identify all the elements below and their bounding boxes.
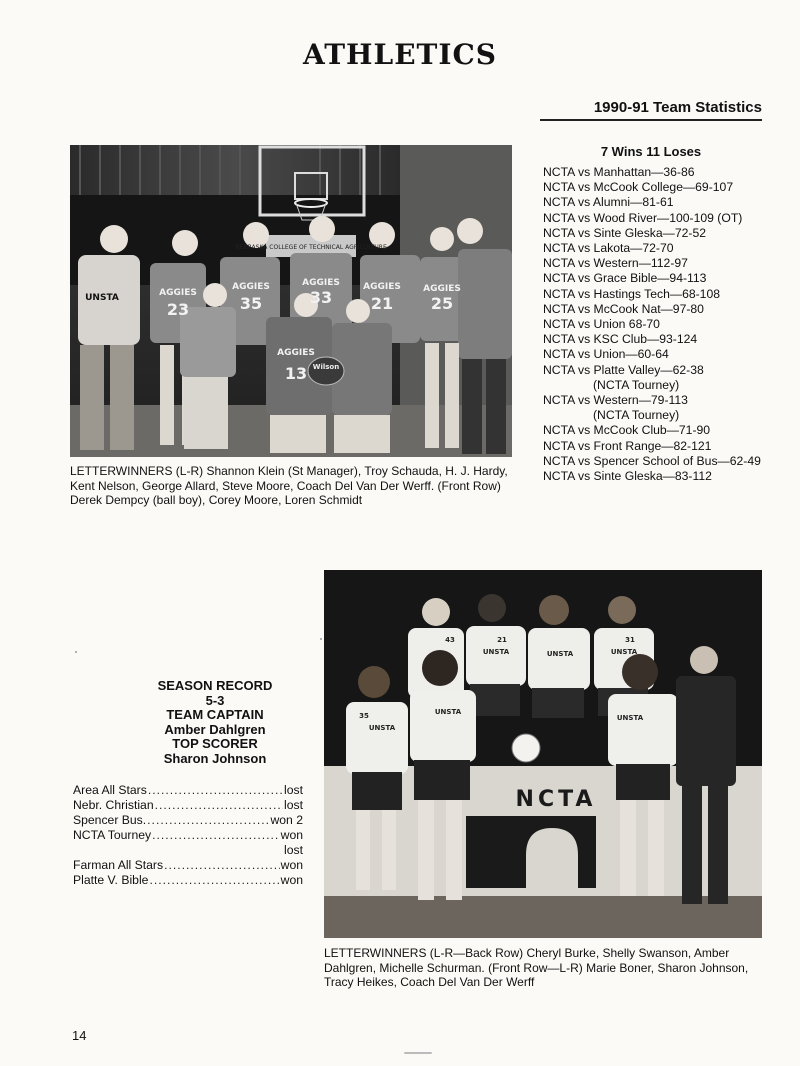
game-result: NCTA vs Western—79-113 xyxy=(543,393,688,408)
result-outcome: won xyxy=(280,858,303,872)
game-note: (NCTA Tourney) xyxy=(593,408,680,423)
game-result: NCTA vs Front Range—82-121 xyxy=(543,438,712,453)
result-opponent: Farman All Stars xyxy=(73,858,164,872)
season-record-line: 5-3 xyxy=(205,692,225,708)
jersey-word: AGGIES xyxy=(363,282,401,292)
dot-leader xyxy=(149,873,279,888)
banner-text: NEBRASKA COLLEGE OF TECHNICAL AGRICULTURE xyxy=(235,244,387,251)
team-statistics-heading: 1990-91 Team Statistics xyxy=(593,99,762,116)
result-row xyxy=(73,783,303,798)
result-row xyxy=(73,798,303,813)
jersey-word: AGGIES xyxy=(423,284,461,294)
season-record-line: TOP SCORER xyxy=(172,736,258,752)
result-opponent: Nebr. Christian xyxy=(73,798,154,812)
game-result: NCTA vs Spencer School of Bus—62-49 xyxy=(543,453,761,468)
game-results-list xyxy=(543,165,773,484)
result-outcome: won 2 xyxy=(270,813,303,827)
result-row xyxy=(73,813,303,828)
result-row xyxy=(73,873,303,888)
print-speck xyxy=(320,638,322,640)
jersey-number: 35 xyxy=(359,712,369,720)
season-record-line: Sharon Johnson xyxy=(163,750,267,766)
season-record-block xyxy=(70,679,360,767)
jersey-number: 23 xyxy=(166,300,190,319)
shirt-text: UNSTA xyxy=(610,648,638,656)
result-opponent: Spencer Bus. xyxy=(73,813,147,827)
jersey-number: 21 xyxy=(370,294,394,313)
jersey-word: AGGIES xyxy=(232,282,270,292)
result-outcome: lost xyxy=(284,783,303,797)
game-result: NCTA vs McCook Club—71-90 xyxy=(543,423,711,438)
game-result: NCTA vs Grace Bible—94-113 xyxy=(543,271,707,286)
jersey-number: 43 xyxy=(445,636,455,644)
dot-leader xyxy=(148,783,283,798)
volleyball-photo-caption: LETTERWINNERS (L-R—Back Row) Cheryl Burke, Shelly Swanson, Amber Dahlgren, Michelle Schurman. (Front Row—L-R) Marie Boner, Sharon Johnson, Tracy Heikes, Coach Del Van Der Werff xyxy=(324,946,749,989)
game-result: NCTA vs McCook College—69-107 xyxy=(543,180,734,195)
season-record-line: Amber Dahlgren xyxy=(164,721,266,737)
game-result: NCTA vs McCook Nat—97-80 xyxy=(543,301,704,316)
game-result: NCTA vs Hastings Tech—68-108 xyxy=(543,286,721,301)
page-title: ATHLETICS xyxy=(303,38,497,71)
jersey-number: 13 xyxy=(284,364,308,383)
result-outcome: won xyxy=(280,873,303,887)
result-row xyxy=(73,828,303,843)
dot-leader xyxy=(155,798,283,813)
season-record-line: SEASON RECORD xyxy=(157,678,273,693)
shirt-text: UNSTA xyxy=(368,724,396,732)
basketball-photo-caption: LETTERWINNERS (L-R) Shannon Klein (St Manager), Troy Schauda, H. J. Hardy, Kent Nelson, George Allard, Steve Moore, Coach Del Van Der Werff. (Front Row) Derek Dempcy (ball boy), Corey Moore, Loren Schmidt xyxy=(70,464,508,507)
dot-leader xyxy=(147,813,269,828)
shirt-text: UNSTA xyxy=(546,650,574,658)
result-row xyxy=(73,858,303,873)
volleyball-results-list xyxy=(73,783,303,888)
jersey-number: 21 xyxy=(497,636,507,644)
print-speck xyxy=(404,1052,432,1054)
jersey-number: 25 xyxy=(430,294,454,313)
game-result: NCTA vs Sinte Gleska—72-52 xyxy=(543,225,707,240)
game-result: NCTA vs Alumni—81-61 xyxy=(543,195,674,210)
page-number: 14 xyxy=(72,1028,87,1043)
print-speck xyxy=(75,651,77,653)
win-loss-record: 7 Wins 11 Loses xyxy=(600,144,702,159)
game-result: NCTA vs Wood River—100-109 (OT) xyxy=(543,210,743,225)
shirt-text: UNSTA xyxy=(434,708,462,716)
game-result: NCTA vs Sinte Gleska—83-112 xyxy=(543,469,712,484)
dot-leader xyxy=(152,828,280,843)
jersey-number: 35 xyxy=(239,294,263,313)
ball-brand: Wilson xyxy=(312,363,340,371)
game-result: NCTA vs KSC Club—93-124 xyxy=(543,332,698,347)
result-opponent: Platte V. Bible xyxy=(73,873,149,887)
jersey-word: AGGIES xyxy=(302,278,340,288)
game-result: NCTA vs Union—60-64 xyxy=(543,347,669,362)
game-result: NCTA vs Lakota—72-70 xyxy=(543,241,674,256)
season-record-line: TEAM CAPTAIN xyxy=(166,707,264,723)
dot-leader xyxy=(164,858,280,873)
jersey-number: 33 xyxy=(309,288,333,307)
result-outcome: lost xyxy=(284,843,303,857)
game-result: NCTA vs Manhattan—36-86 xyxy=(543,165,695,179)
game-result: NCTA vs Union 68-70 xyxy=(543,317,660,332)
result-outcome: won xyxy=(280,828,303,842)
wall-logo-text: NCTA xyxy=(515,787,597,812)
volleyball-team-photo xyxy=(324,570,762,938)
game-result: NCTA vs Western—112-97 xyxy=(543,256,688,271)
game-note: (NCTA Tourney) xyxy=(593,377,680,392)
shirt-text: UNSTA xyxy=(616,714,644,722)
game-result: NCTA vs Platte Valley—62-38 xyxy=(543,362,704,377)
heading-divider xyxy=(540,119,762,121)
shirt-text: UNSTA xyxy=(85,293,119,303)
result-outcome: lost xyxy=(284,798,303,812)
result-row xyxy=(73,843,303,858)
result-opponent: Area All Stars xyxy=(73,783,147,797)
basketball-team-photo xyxy=(70,145,512,457)
result-opponent: NCTA Tourney xyxy=(73,828,152,842)
shirt-text: UNSTA xyxy=(482,648,510,656)
jersey-word: AGGIES xyxy=(277,348,315,358)
jersey-number: 31 xyxy=(625,636,635,644)
jersey-word: AGGIES xyxy=(159,288,197,298)
